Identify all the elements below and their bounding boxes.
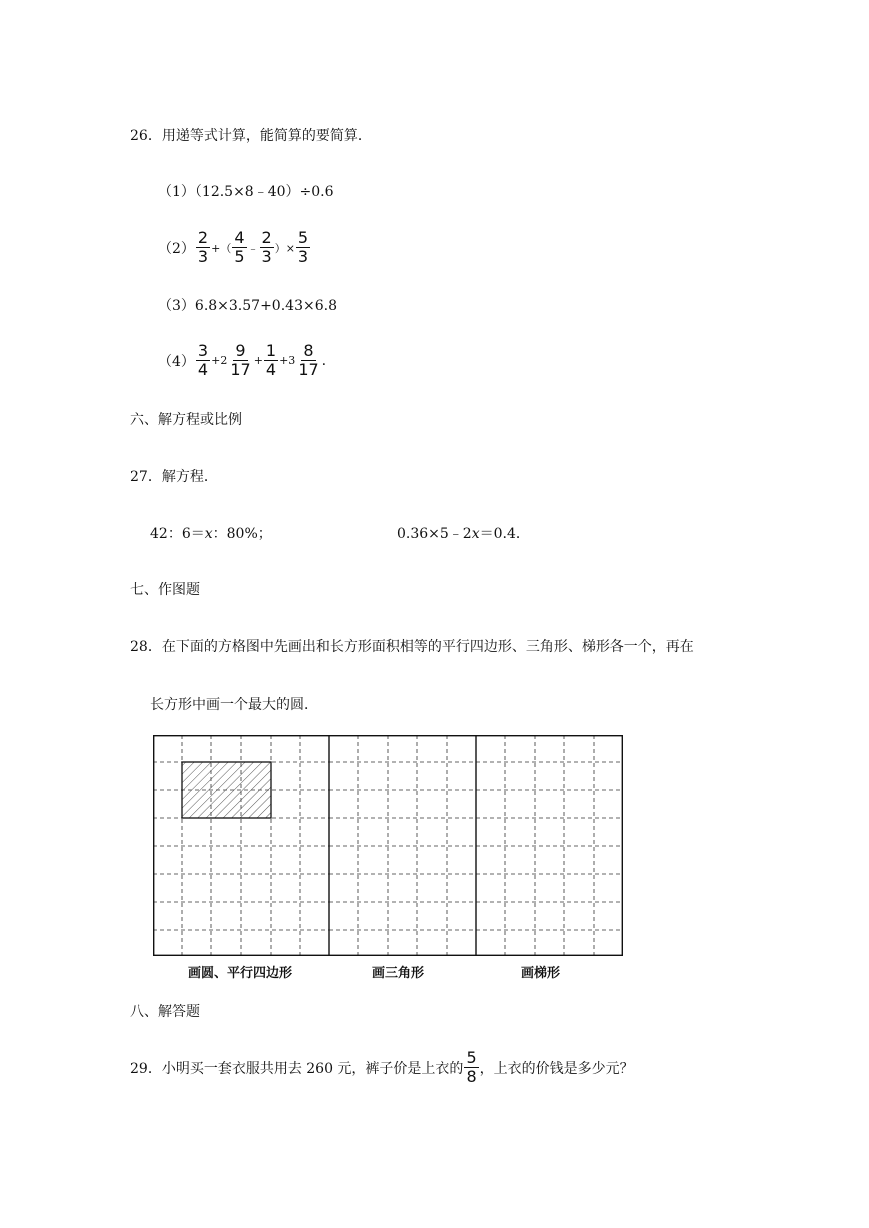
q28-line-2: 长方形中画一个最大的圆．: [150, 697, 318, 713]
q29-question: [130, 1049, 634, 1086]
q29-text-start: 29．小明买一套衣服共用去 260 元，裤子价是上衣的: [130, 1060, 464, 1077]
grid-panel-circle-parallelogram: [153, 735, 329, 956]
q27-equation-1: 42：6＝x：80%；: [150, 526, 272, 542]
q26-part2-label: （2）: [158, 240, 195, 257]
grid-caption-3: 画梯形: [521, 966, 561, 981]
q27-title: 27．解方程．: [130, 469, 218, 485]
q26-part3: （3）6.8×3.57+0.43×6.8: [158, 298, 337, 314]
period: .: [321, 352, 327, 369]
section-6-heading: 六、解方程或比例: [130, 412, 242, 428]
operator: ﹣: [247, 241, 259, 255]
fraction: $\frac{1}{4}$: [265, 341, 277, 379]
q27-equation-2: 0.36×5﹣2x＝0.4．: [397, 526, 530, 542]
fraction: $\frac{9}{17}$: [230, 341, 251, 379]
fraction: $\frac{5}{3}$: [297, 228, 309, 266]
operator: +: [253, 354, 263, 367]
q26-part4-label: （4）: [158, 353, 195, 370]
operator: +（: [211, 241, 232, 255]
grid-caption-1: 画圆、平行四边形: [188, 966, 293, 981]
grid-panel-trapezoid: [476, 735, 623, 956]
fraction: $\frac{4}{5}$: [234, 228, 245, 266]
q29-text-end: ，上衣的价钱是多少元？: [479, 1060, 634, 1077]
q26-title: 26．用递等式计算，能简算的要简算．: [130, 128, 372, 144]
drawing-grid: [153, 735, 623, 956]
grid-caption-2: 画三角形: [372, 966, 425, 981]
q26-part4: [158, 342, 326, 379]
operator: +2: [211, 354, 228, 367]
fraction: $\frac{3}{4}$: [197, 341, 209, 379]
q26-part1: （1）（12.5×8﹣40）÷0.6: [158, 184, 334, 200]
section-8-heading: 八、解答题: [130, 1004, 200, 1020]
grid-figure: [153, 735, 623, 956]
grid-panel-triangle: [329, 735, 476, 956]
fraction: $\frac{2}{3}$: [197, 228, 209, 266]
operator: ）×: [274, 241, 295, 255]
fraction: $\frac{8}{17}$: [298, 341, 319, 379]
section-7-heading: 七、作图题: [130, 582, 200, 598]
q26-part2: [158, 229, 311, 266]
shaded-rectangle: [182, 762, 271, 818]
fraction: $\frac{5}{8}$: [466, 1048, 477, 1086]
operator: +3: [279, 354, 296, 367]
q28-line-1: 28．在下面的方格图中先画出和长方形面积相等的平行四边形、三角形、梯形各一个，再在: [130, 639, 694, 655]
fraction: $\frac{2}{3}$: [261, 228, 272, 266]
